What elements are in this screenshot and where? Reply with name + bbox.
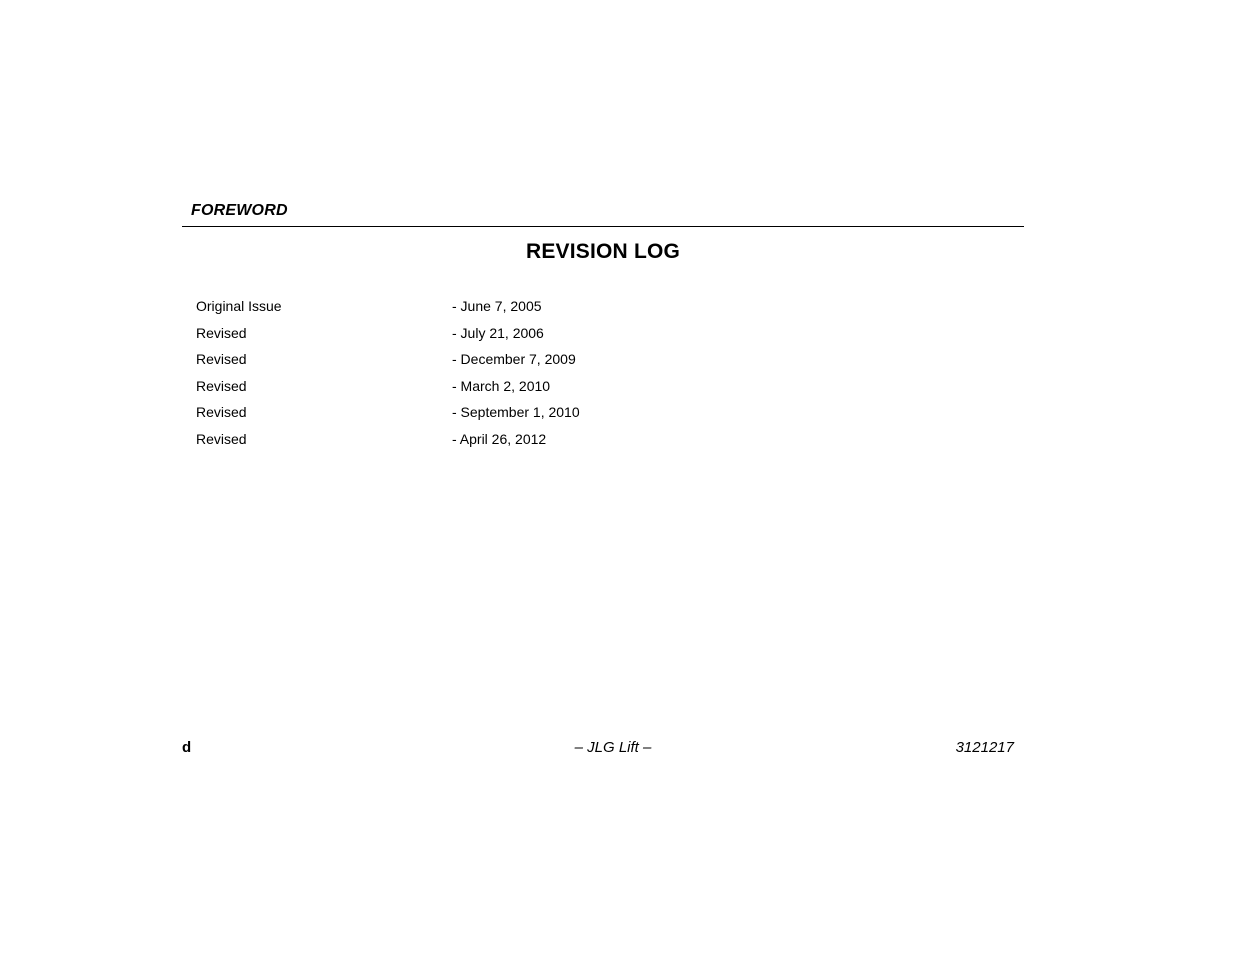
revision-date: - June 7, 2005	[452, 298, 542, 314]
revision-date: - July 21, 2006	[452, 324, 544, 341]
revision-label: Revised	[196, 377, 247, 394]
revision-row	[196, 323, 696, 350]
revision-date: - March 2, 2010	[452, 377, 551, 394]
revision-label: Original Issue	[196, 298, 282, 314]
revision-row	[196, 376, 696, 403]
section-header: FOREWORD	[191, 202, 288, 219]
revision-row	[196, 296, 696, 323]
page-title: REVISION LOG	[525, 240, 681, 263]
revision-date: - December 7, 2009	[452, 351, 576, 367]
revision-label: Revised	[196, 430, 247, 447]
header-rule	[182, 226, 1024, 227]
revision-date: - April 26, 2012	[452, 430, 547, 447]
footer-center-text: – JLG Lift –	[574, 739, 652, 756]
revision-label: Revised	[196, 404, 247, 420]
revision-row	[196, 402, 696, 429]
footer-page-number: d	[182, 739, 192, 756]
footer-doc-number: 3121217	[955, 739, 1014, 756]
revision-row	[196, 349, 696, 376]
revision-log-table	[196, 296, 696, 455]
revision-row	[196, 429, 696, 456]
revision-label: Revised	[196, 324, 247, 341]
revision-date: - September 1, 2010	[452, 404, 580, 420]
revision-label: Revised	[196, 351, 247, 367]
